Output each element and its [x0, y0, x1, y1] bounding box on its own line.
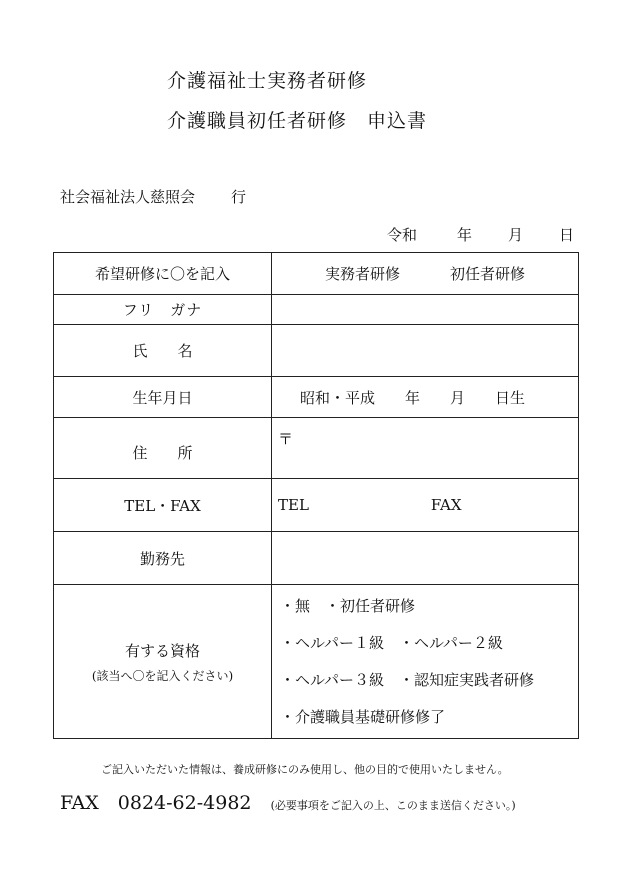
- birthdate-row: [54, 377, 579, 418]
- title-line-2: 介護職員初任者研修 申込書: [167, 110, 428, 132]
- workplace-label: 勤務先: [54, 532, 272, 585]
- telfax-label: TEL・FAX: [54, 479, 272, 532]
- qualification-option-line[interactable]: ・ヘルパー３級 ・認知症実践者研修: [280, 670, 534, 689]
- address-label: 住 所: [54, 418, 272, 479]
- tel-label: TEL: [278, 496, 309, 514]
- furigana-label: フリ ガナ: [54, 295, 272, 325]
- birthdate-label: 生年月日: [54, 377, 272, 418]
- telfax-field[interactable]: [272, 479, 579, 532]
- fax-label: FAX: [430, 496, 462, 514]
- course-option-practitioner[interactable]: 実務者研修: [324, 265, 400, 283]
- course-label: 希望研修に〇を記入: [54, 253, 272, 295]
- birthdate-field[interactable]: 昭和・平成 年 月 日生: [272, 377, 579, 418]
- date-era: 令和: [387, 226, 418, 244]
- name-field[interactable]: [272, 325, 579, 377]
- date-line: [387, 224, 574, 245]
- postal-mark: 〒: [278, 430, 294, 448]
- furigana-field[interactable]: [272, 295, 579, 325]
- qualification-row: [54, 585, 579, 739]
- course-options[interactable]: [272, 253, 579, 295]
- workplace-row: [54, 532, 579, 585]
- workplace-field[interactable]: [272, 532, 579, 585]
- qualification-label: 有する資格: [124, 641, 200, 660]
- qualification-note: (該当へ〇を記入ください): [91, 668, 234, 683]
- qualification-label-cell: [54, 585, 272, 739]
- address-row: [54, 418, 579, 479]
- telfax-row: [54, 479, 579, 532]
- application-form-table: [53, 252, 579, 739]
- course-row: [54, 253, 579, 295]
- send-note: (必要事項をご記入の上、このまま送信ください。): [270, 799, 516, 812]
- date-month: 月: [508, 226, 524, 244]
- name-label: 氏 名: [54, 325, 272, 377]
- furigana-row: [54, 295, 579, 325]
- privacy-notice: ご記入いただいた情報は、養成研修にのみ使用し、他の目的で使用いたしません。: [101, 763, 509, 776]
- course-option-initial[interactable]: 初任者研修: [450, 265, 526, 283]
- date-year: 年: [457, 226, 473, 244]
- qualification-options[interactable]: [272, 585, 579, 739]
- qualification-option-line[interactable]: ・介護職員基礎研修修了: [280, 707, 446, 726]
- qualification-option-line[interactable]: ・無 ・初任者研修: [280, 596, 416, 615]
- title-line-1: 介護福祉士実務者研修: [167, 70, 368, 92]
- addressee: [60, 186, 246, 207]
- fax-number: FAX 0824-62-4982: [60, 792, 252, 814]
- addressee-suffix: 行: [231, 188, 247, 206]
- fax-footer: [60, 788, 516, 815]
- date-day: 日: [559, 226, 575, 244]
- qualification-option-line[interactable]: ・ヘルパー１級 ・ヘルパー２級: [280, 633, 503, 652]
- addressee-org: 社会福祉法人慈照会: [60, 188, 196, 206]
- address-field[interactable]: [272, 418, 579, 479]
- name-row: [54, 325, 579, 377]
